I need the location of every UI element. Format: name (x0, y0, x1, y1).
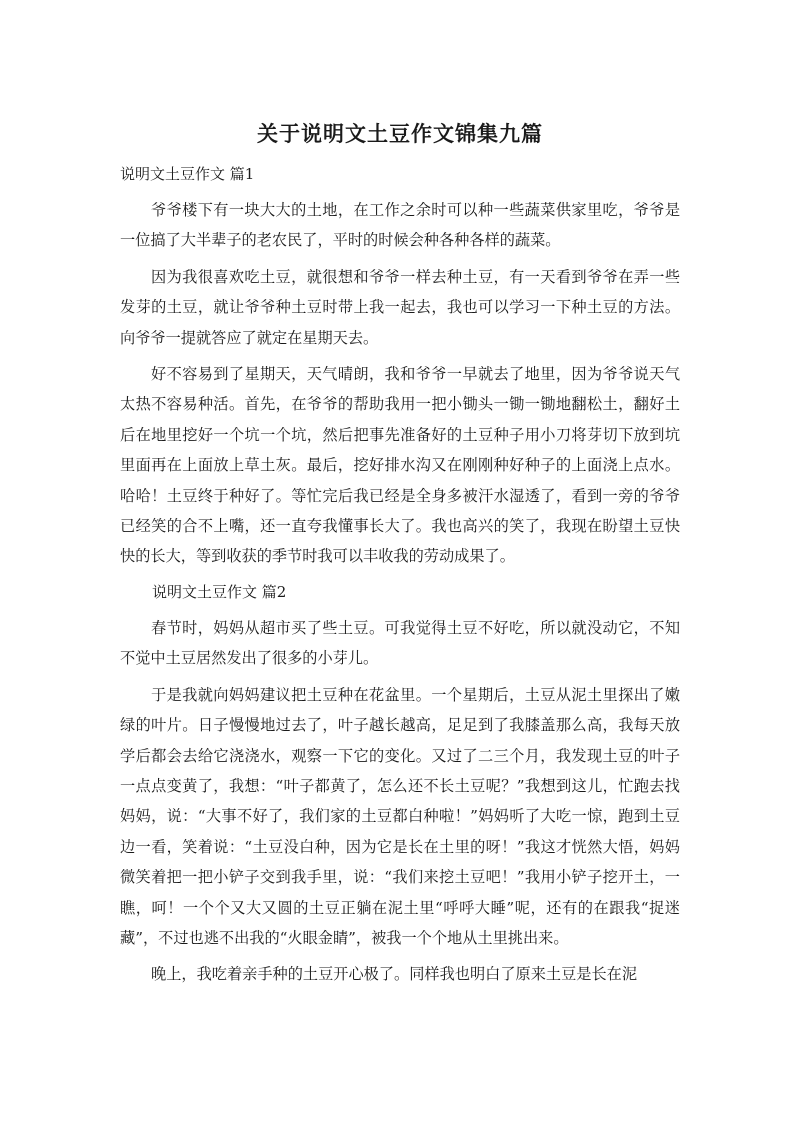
paragraph: 因为我很喜欢吃土豆，就很想和爷爷一样去种土豆，有一天看到爷爷在弄一些发芽的土豆，就让爷爷种土豆时带上我一起去，我也可以学习一下种土豆的方法。向爷爷一提就答应了就定在星期天去。 (120, 267, 680, 347)
document-title: 关于说明文土豆作文锦集九篇 (257, 122, 543, 146)
section-heading-2: 说明文土豆作文 篇2 (152, 582, 287, 601)
paragraph: 晚上，我吃着亲手种的土豆开心极了。同样我也明白了原来土豆是长在泥 (151, 965, 637, 984)
paragraph: 春节时，妈妈从超市买了些土豆。可我觉得土豆不好吃，所以就没动它，不知不觉中土豆居然发出了很多的小芽儿。 (120, 618, 680, 668)
section-heading-1: 说明文土豆作文 篇1 (120, 165, 255, 183)
paragraph: 好不容易到了星期天，天气晴朗，我和爷爷一早就去了地里，因为爷爷说天气太热不容易种活。首先，在爷爷的帮助我用一把小锄头一锄一锄地翻松土，翻好土后在地里挖好一个坑一个坑，然后把事先准备好的土豆种子用小刀将芽切下放到坑里面再在上面放上草土灰。最后，挖好排水沟又在刚刚种好种子的上面浇上点水。哈哈！土豆终于种好了。等忙完后我已经是全身多被汗水湿透了，看到一旁的爷爷已经笑的合不上嘴，还一直夸我懂事长大了。我也高兴的笑了，我现在盼望土豆快快的长大，等到收获的季节时我可以丰收我的劳动成果了。 (120, 365, 680, 566)
paragraph: 于是我就向妈妈建议把土豆种在花盆里。一个星期后，土豆从泥土里探出了嫩绿的叶片。日子慢慢地过去了，叶子越长越高，足足到了我膝盖那么高，我每天放学后都会去给它浇浇水，观察一下它的变化。又过了二三个月，我发现土豆的叶子一点点变黄了，我想：“叶子都黄了，怎么还不长土豆呢？”我想到这儿，忙跑去找妈妈，说：“大事不好了，我们家的土豆都白种啦！”妈妈听了大吃一惊，跑到土豆边一看，笑着说：“土豆没白种，因为它是长在土里的呀！”我这才恍然大悟，妈妈微笑着把一把小铲子交到我手里，说：“我们来挖土豆吧！”我用小铲子挖开土，一瞧，呵！一个个又大又圆的土豆正躺在泥土里“呼呼大睡”呢，还有的在跟我“捉迷藏”，不过也逃不出我的“火眼金睛”，被我一个个地从土里挑出来。 (120, 685, 680, 947)
paragraph: 爷爷楼下有一块大大的土地，在工作之余时可以种一些蔬菜供家里吃，爷爷是一位搞了大半辈子的老农民了，平时的时候会种各种各样的蔬菜。 (120, 201, 680, 250)
document-body (120, 160, 680, 990)
